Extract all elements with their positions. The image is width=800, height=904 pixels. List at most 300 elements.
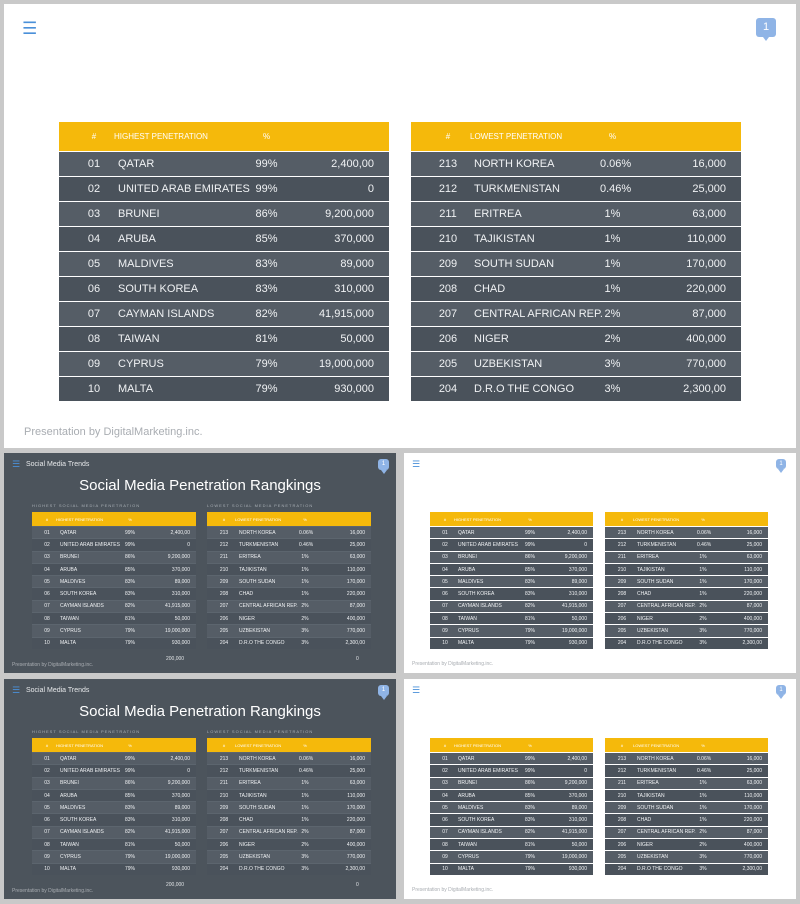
value-cell: 16,000 (746, 755, 762, 762)
lowest-penetration-table (605, 738, 768, 875)
table-header (430, 512, 593, 526)
table-row (605, 526, 768, 538)
country-cell: UNITED ARAB EMIRATES (118, 183, 250, 195)
percent-cell: 1% (699, 554, 707, 561)
highest-penetration-table (32, 512, 196, 649)
value-cell: 87,000 (692, 308, 726, 320)
table-header (32, 512, 196, 526)
country-cell: BRUNEI (458, 780, 477, 787)
table-row (430, 563, 593, 575)
percent-cell: 99% (124, 755, 135, 762)
table-row (430, 624, 593, 636)
rank-header: # (443, 516, 447, 522)
country-cell: CAYMAN ISLANDS (458, 603, 502, 610)
percent-cell: 3% (699, 640, 707, 647)
percent-cell: 2% (699, 603, 707, 610)
rank-cell: 206 (219, 841, 229, 848)
percent-cell: 81% (124, 841, 135, 848)
rank-cell: 210 (438, 233, 458, 245)
rank-cell: 09 (44, 854, 50, 861)
percent-cell: 99% (255, 183, 278, 195)
percent-cell: 81% (524, 841, 535, 848)
highest-penetration-table (32, 738, 196, 875)
value-cell: 9,200,000 (564, 554, 587, 561)
percent-cell: 1% (604, 283, 621, 295)
percent-header: % (128, 742, 132, 748)
table-row (59, 226, 389, 251)
table-row (411, 151, 741, 176)
value-cell: 930,000 (568, 866, 587, 873)
value-cell: 25,000 (746, 541, 762, 548)
value-cell: 2,300,00 (683, 383, 726, 395)
value-cell: 50,000 (340, 333, 374, 345)
rank-cell: 07 (87, 308, 101, 320)
percent-cell: 79% (124, 628, 135, 635)
value-cell: 310,000 (334, 283, 374, 295)
value-cell: 63,000 (349, 554, 365, 561)
left-subtitle: HIGHEST SOCIAL MEDIA PENETRATION (32, 729, 141, 734)
rank-cell: 07 (442, 603, 448, 610)
percent-cell: 2% (301, 603, 309, 610)
rank-cell: 09 (44, 628, 50, 635)
value-cell: 770,000 (686, 358, 726, 370)
country-cell: SOUTH SUDAN (474, 258, 555, 270)
percent-cell: 99% (255, 158, 278, 170)
country-cell: QATAR (60, 529, 77, 536)
value-cell: 41,915,000 (561, 829, 587, 836)
country-cell: CHAD (474, 283, 506, 295)
percent-header: % (303, 742, 307, 748)
table-row (605, 789, 768, 801)
value-cell: 110,000 (347, 792, 365, 799)
table-row (32, 526, 196, 538)
percent-cell: 82% (124, 829, 135, 836)
percent-header: % (128, 516, 132, 522)
value-cell: 50,000 (571, 615, 587, 622)
table-row (207, 764, 371, 776)
table-row (430, 838, 593, 850)
rank-cell: 209 (438, 258, 458, 270)
value-cell: 0 (584, 767, 587, 774)
table-row (32, 538, 196, 550)
country-cell: D.R.O THE CONGO (637, 640, 683, 647)
rank-cell: 209 (219, 804, 229, 811)
percent-cell: 0.46% (299, 541, 314, 548)
percent-cell: 1% (301, 554, 309, 561)
value-cell: 16,000 (349, 529, 365, 536)
table-row (430, 801, 593, 813)
country-cell: BRUNEI (60, 780, 79, 787)
rank-cell: 01 (442, 529, 448, 536)
value-cell: 41,915,000 (561, 603, 587, 610)
country-cell: TAIWAN (458, 841, 477, 848)
country-cell: UZBEKISTAN (239, 628, 271, 635)
rank-cell: 212 (219, 767, 229, 774)
percent-cell: 82% (524, 603, 535, 610)
value-cell: 2,300,00 (345, 640, 365, 647)
value-cell: 89,000 (340, 258, 374, 270)
percent-cell: 86% (124, 780, 135, 787)
country-cell: TAIWAN (118, 333, 160, 345)
table-header (411, 122, 741, 151)
table-row (430, 764, 593, 776)
rank-cell: 05 (44, 578, 50, 585)
lowest-penetration-table (207, 738, 371, 875)
table-row (32, 637, 196, 649)
right-tail-value: 0 (356, 882, 359, 888)
table-header (59, 122, 389, 151)
country-cell: NORTH KOREA (637, 529, 674, 536)
rank-header: # (445, 132, 451, 141)
rank-cell: 206 (617, 615, 627, 622)
value-cell: 2,300,00 (742, 866, 762, 873)
rank-cell: 08 (442, 615, 448, 622)
table-row (207, 777, 371, 789)
table-body (430, 752, 593, 875)
value-cell: 63,000 (746, 554, 762, 561)
country-cell: ARUBA (60, 566, 78, 573)
value-cell: 370,000 (568, 566, 587, 573)
white-slide-1 (404, 453, 796, 673)
percent-cell: 2% (699, 841, 707, 848)
percent-cell: 81% (524, 615, 535, 622)
value-cell: 930,000 (334, 383, 374, 395)
country-cell: CAYMAN ISLANDS (118, 308, 215, 320)
left-tail-value: 200,000 (166, 656, 185, 662)
value-cell: 89,000 (174, 578, 190, 585)
percent-cell: 1% (301, 591, 309, 598)
table-body (32, 526, 196, 649)
rank-cell: 06 (442, 591, 448, 598)
value-cell: 0 (187, 767, 190, 774)
country-cell: CENTRAL AFRICAN REP. (239, 829, 298, 836)
value-cell: 370,000 (171, 566, 190, 573)
right-subtitle: LOWEST SOCIAL MEDIA PENETRATION (207, 503, 314, 508)
percent-cell: 82% (524, 829, 535, 836)
table-row (32, 551, 196, 563)
percent-cell: 0.46% (697, 767, 712, 774)
table-row (32, 764, 196, 776)
percent-cell: 2% (301, 615, 309, 622)
rank-cell: 01 (44, 529, 50, 536)
table-row (32, 863, 196, 875)
rank-header: # (620, 742, 624, 748)
table-row (605, 850, 768, 862)
percent-cell: 0.06% (697, 755, 712, 762)
value-cell: 19,000,000 (561, 854, 587, 861)
value-cell: 220,000 (743, 817, 762, 824)
percent-cell: 0.06% (697, 529, 712, 536)
value-cell: 41,915,000 (164, 603, 190, 610)
percent-cell: 0.06% (600, 158, 632, 170)
percent-cell: 1% (604, 258, 621, 270)
country-cell: TAIWAN (60, 841, 79, 848)
table-body (430, 526, 593, 649)
percent-header: % (262, 132, 271, 141)
rank-cell: 208 (219, 591, 229, 598)
slide-title: Social Media Penetration Rangkings (79, 703, 321, 720)
percent-cell: 86% (524, 554, 535, 561)
percent-cell: 99% (524, 541, 535, 548)
country-cell: SOUTH KOREA (458, 591, 495, 598)
rank-cell: 213 (617, 529, 627, 536)
value-cell: 9,200,000 (325, 208, 374, 220)
value-cell: 930,000 (171, 640, 190, 647)
table-row (411, 326, 741, 351)
rank-cell: 211 (220, 554, 228, 561)
rank-cell: 03 (44, 554, 50, 561)
rank-cell: 04 (442, 792, 448, 799)
notification-badge[interactable]: 1 (378, 459, 389, 470)
country-cell: SOUTH KOREA (60, 817, 97, 824)
country-cell: TAJIKISTAN (239, 792, 267, 799)
rank-cell: 213 (219, 755, 229, 762)
notification-badge[interactable]: 1 (378, 685, 389, 696)
country-cell: NIGER (474, 333, 509, 345)
menu-icon[interactable]: ☰ (22, 19, 38, 39)
country-cell: SOUTH SUDAN (239, 578, 276, 585)
percent-cell: 3% (301, 866, 309, 873)
value-cell: 2,400,00 (170, 529, 190, 536)
percent-cell: 0.46% (600, 183, 632, 195)
country-cell: CAYMAN ISLANDS (60, 603, 104, 610)
highest-penetration-table (59, 122, 389, 401)
footer-text: Presentation by DigitalMarketing.inc. (24, 426, 203, 438)
notification-badge[interactable]: 1 (756, 18, 776, 37)
value-cell: 370,000 (334, 233, 374, 245)
value-cell: 770,000 (346, 628, 365, 635)
table-row (32, 563, 196, 575)
country-cell: NIGER (637, 615, 653, 622)
percent-cell: 79% (255, 358, 278, 370)
percent-header: % (528, 516, 532, 522)
rank-cell: 204 (617, 640, 627, 647)
country-cell: CAYMAN ISLANDS (60, 829, 104, 836)
rank-cell: 07 (44, 603, 50, 610)
value-cell: 19,000,000 (164, 628, 190, 635)
percent-cell: 1% (699, 566, 707, 573)
value-cell: 170,000 (346, 804, 365, 811)
value-cell: 2,400,00 (170, 755, 190, 762)
country-cell: UZBEKISTAN (474, 358, 543, 370)
percent-cell: 79% (524, 640, 535, 647)
country-cell: ARUBA (60, 792, 78, 799)
percent-cell: 0.46% (299, 767, 314, 774)
percent-header: % (528, 742, 532, 748)
value-cell: 87,000 (349, 829, 365, 836)
country-cell: TAIWAN (60, 615, 79, 622)
percent-header: % (303, 516, 307, 522)
rank-cell: 10 (442, 866, 448, 873)
percent-cell: 81% (255, 333, 278, 345)
value-cell: 370,000 (171, 792, 190, 799)
value-cell: 220,000 (346, 591, 365, 598)
rank-cell: 07 (44, 829, 50, 836)
value-cell: 16,000 (746, 529, 762, 536)
table-row (207, 526, 371, 538)
country-cell: UZBEKISTAN (239, 854, 271, 861)
value-cell: 770,000 (346, 854, 365, 861)
value-cell: 930,000 (171, 866, 190, 873)
rank-cell: 04 (87, 233, 101, 245)
rank-cell: 05 (442, 578, 448, 585)
country-cell: MALTA (60, 640, 76, 647)
table-row (605, 838, 768, 850)
right-subtitle: LOWEST SOCIAL MEDIA PENETRATION (207, 729, 314, 734)
percent-cell: 1% (699, 817, 707, 824)
country-header: HIGHEST PENETRATION (56, 516, 103, 522)
value-cell: 25,000 (746, 767, 762, 774)
table-header (207, 512, 371, 526)
rank-cell: 212 (219, 541, 229, 548)
table-row (430, 551, 593, 563)
rank-cell: 207 (219, 829, 229, 836)
percent-cell: 2% (604, 333, 621, 345)
percent-cell: 1% (699, 591, 707, 598)
country-cell: NORTH KOREA (239, 529, 276, 536)
menu-icon[interactable]: ☰ (412, 686, 421, 696)
menu-icon[interactable]: ☰ (12, 686, 21, 696)
percent-cell: 1% (699, 578, 707, 585)
value-cell: 50,000 (571, 841, 587, 848)
country-header: HIGHEST PENETRATION (114, 132, 208, 141)
percent-cell: 1% (301, 780, 309, 787)
country-cell: CENTRAL AFRICAN REP. (637, 603, 696, 610)
percent-cell: 1% (301, 804, 309, 811)
percent-cell: 2% (604, 308, 621, 320)
rank-cell: 212 (438, 183, 458, 195)
country-cell: CHAD (637, 817, 652, 824)
value-cell: 310,000 (171, 591, 190, 598)
value-cell: 19,000,000 (164, 854, 190, 861)
country-cell: BRUNEI (118, 208, 160, 220)
table-row (207, 587, 371, 599)
value-cell: 89,000 (174, 804, 190, 811)
table-row (605, 563, 768, 575)
rank-cell: 01 (442, 755, 448, 762)
dark-slide-1 (4, 453, 396, 673)
country-cell: NIGER (637, 841, 653, 848)
rank-cell: 205 (617, 628, 627, 635)
percent-cell: 83% (124, 804, 135, 811)
table-row (430, 538, 593, 550)
rank-cell: 213 (617, 755, 627, 762)
country-header: LOWEST PENETRATION (633, 742, 680, 748)
table-row (32, 587, 196, 599)
rank-cell: 02 (44, 767, 50, 774)
rank-header: # (443, 742, 447, 748)
value-cell: 0 (584, 541, 587, 548)
percent-cell: 1% (604, 208, 621, 220)
country-cell: TURKMENISTAN (239, 541, 279, 548)
value-cell: 400,000 (743, 615, 762, 622)
value-cell: 2,400,00 (331, 158, 374, 170)
country-cell: SOUTH SUDAN (637, 578, 674, 585)
value-cell: 19,000,000 (318, 358, 374, 370)
country-cell: MALDIVES (60, 578, 86, 585)
country-cell: UZBEKISTAN (637, 854, 669, 861)
rank-cell: 05 (442, 804, 448, 811)
table-body (32, 752, 196, 875)
table-row (430, 777, 593, 789)
table-row (32, 789, 196, 801)
country-cell: TURKMENISTAN (637, 541, 677, 548)
rank-cell: 207 (438, 308, 458, 320)
country-cell: D.R.O THE CONGO (637, 866, 683, 873)
country-cell: ERITREA (637, 554, 659, 561)
rank-header: # (45, 742, 49, 748)
table-row (430, 826, 593, 838)
rank-cell: 08 (442, 841, 448, 848)
footer-text: Presentation by DigitalMarketing.inc. (412, 661, 494, 667)
rank-cell: 208 (438, 283, 458, 295)
value-cell: 25,000 (349, 767, 365, 774)
value-cell: 63,000 (692, 208, 726, 220)
value-cell: 63,000 (349, 780, 365, 787)
rank-cell: 210 (617, 792, 627, 799)
rank-cell: 09 (442, 854, 448, 861)
table-row (32, 624, 196, 636)
footer-text: Presentation by DigitalMarketing.inc. (12, 888, 94, 894)
value-cell: 41,915,000 (164, 829, 190, 836)
value-cell: 0 (367, 183, 374, 195)
table-row (59, 301, 389, 326)
table-row (207, 850, 371, 862)
rank-cell: 02 (442, 541, 448, 548)
menu-icon[interactable]: ☰ (12, 460, 21, 470)
percent-cell: 1% (699, 792, 707, 799)
table-row (32, 752, 196, 764)
value-cell: 400,000 (743, 841, 762, 848)
rank-cell: 10 (442, 640, 448, 647)
country-cell: CHAD (239, 817, 254, 824)
rank-cell: 01 (87, 158, 101, 170)
country-header: HIGHEST PENETRATION (56, 742, 103, 748)
country-cell: NORTH KOREA (637, 755, 674, 762)
table-row (605, 600, 768, 612)
rank-cell: 06 (44, 817, 50, 824)
rank-header: # (222, 516, 226, 522)
rank-cell: 03 (442, 554, 448, 561)
country-cell: CENTRAL AFRICAN REP. (637, 829, 696, 836)
rank-cell: 204 (617, 866, 627, 873)
percent-cell: 83% (255, 283, 278, 295)
country-cell: SOUTH SUDAN (239, 804, 276, 811)
value-cell: 2,400,00 (567, 755, 587, 762)
rank-header: # (91, 132, 97, 141)
rank-cell: 02 (87, 183, 101, 195)
rank-cell: 09 (87, 358, 101, 370)
table-row (32, 826, 196, 838)
rank-cell: 03 (44, 780, 50, 787)
table-row (605, 764, 768, 776)
percent-cell: 99% (124, 541, 135, 548)
table-row (59, 201, 389, 226)
table-row (32, 777, 196, 789)
rank-cell: 207 (617, 603, 627, 610)
highest-penetration-table (430, 738, 593, 875)
menu-icon[interactable]: ☰ (412, 460, 421, 470)
notification-badge[interactable]: 1 (776, 459, 786, 469)
rank-cell: 205 (617, 854, 627, 861)
percent-cell: 1% (301, 817, 309, 824)
percent-cell: 83% (524, 817, 535, 824)
table-row (605, 538, 768, 550)
value-cell: 770,000 (743, 854, 762, 861)
country-cell: TAIWAN (458, 615, 477, 622)
lowest-penetration-table (411, 122, 741, 401)
notification-badge[interactable]: 1 (776, 685, 786, 695)
